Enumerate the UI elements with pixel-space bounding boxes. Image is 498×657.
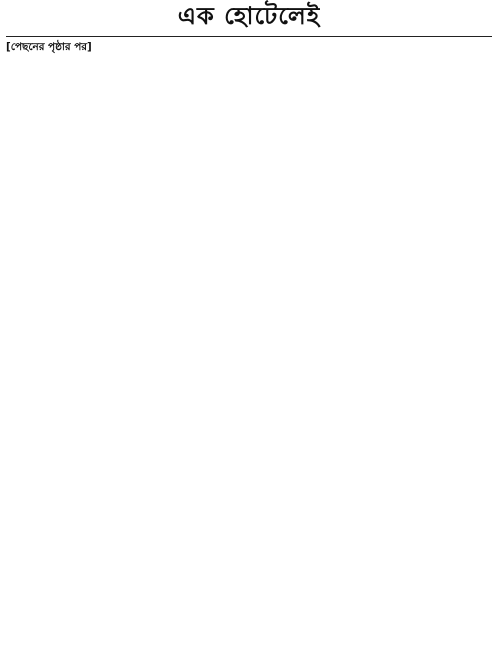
article-headline: এক হোটেলেই bbox=[177, 2, 321, 30]
continuation-kicker: [পেছনের পৃষ্ঠার পর] bbox=[6, 41, 92, 53]
headline-band bbox=[6, 0, 492, 37]
article-body bbox=[6, 37, 492, 56]
article-paragraph-0 bbox=[6, 39, 492, 56]
